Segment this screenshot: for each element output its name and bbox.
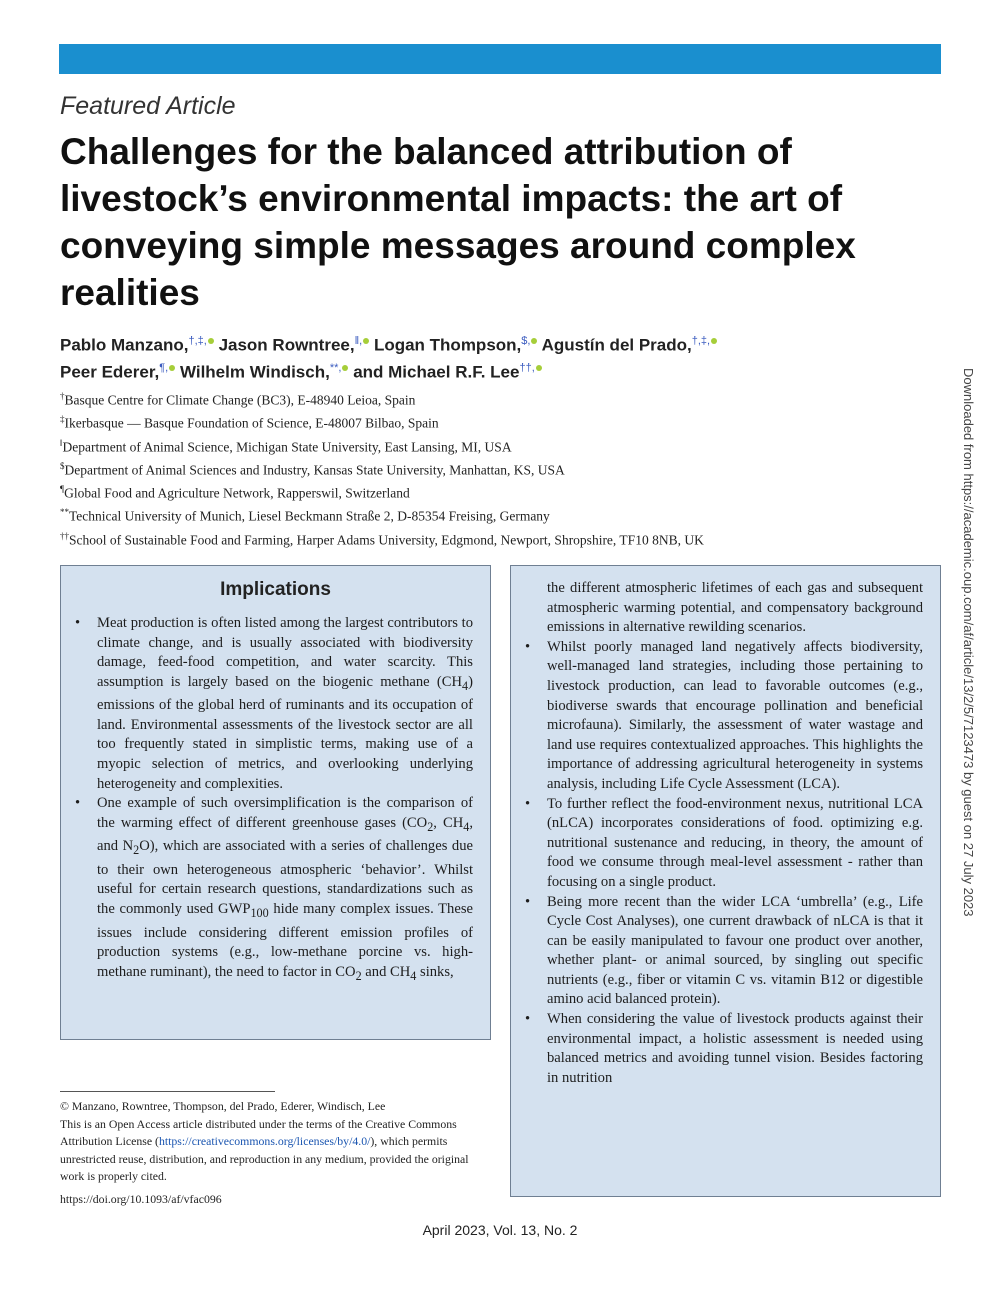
affiliation-list bbox=[60, 387, 880, 550]
copyright-footnote bbox=[60, 1098, 490, 1209]
issue-info: April 2023, Vol. 13, No. 2 bbox=[422, 1222, 578, 1238]
article-title: Challenges for the balanced attribution of livestock’s environmental impacts: the art of conveying simple messages around complex realities bbox=[60, 131, 856, 313]
affiliation-item: †Basque Centre for Climate Change (BC3), E-48940 Leioa, Spain bbox=[60, 391, 416, 408]
implications-box-continued bbox=[510, 565, 941, 1197]
orcid-icon[interactable] bbox=[363, 338, 369, 344]
author-name[interactable]: Agustín del Prado, bbox=[541, 335, 692, 355]
affiliation-item: **Technical University of Munich, Liesel Beckmann Straße 2, D-85354 Freising, Germany bbox=[60, 507, 550, 524]
copyright-line: © Manzano, Rowntree, Thompson, del Prado, Ederer, Windisch, Lee bbox=[60, 1099, 386, 1113]
affiliation-item: ¶Global Food and Agriculture Network, Rapperswil, Switzerland bbox=[60, 484, 410, 501]
affiliation-marker: †,‡, bbox=[188, 335, 207, 347]
orcid-icon[interactable] bbox=[531, 338, 537, 344]
author-list bbox=[60, 330, 880, 383]
affiliation-item: $Department of Animal Sciences and Industry, Kansas State University, Manhattan, KS, USA bbox=[60, 460, 565, 478]
implications-list-continued bbox=[511, 638, 940, 1089]
author-name[interactable]: Peer Ederer, bbox=[60, 362, 160, 382]
header-color-bar bbox=[59, 44, 941, 74]
orcid-icon[interactable] bbox=[208, 338, 214, 344]
doi-link[interactable]: https://doi.org/10.1093/af/vfac096 bbox=[60, 1191, 222, 1206]
section-label: Featured Article bbox=[60, 92, 236, 120]
affiliation-marker: ‖, bbox=[354, 335, 363, 347]
affiliation-marker: ¶, bbox=[159, 361, 169, 374]
affiliation-item: ‖Department of Animal Science, Michigan State University, East Lansing, MI, USA bbox=[60, 437, 512, 455]
implications-box bbox=[60, 565, 491, 1040]
orcid-icon[interactable] bbox=[536, 365, 542, 371]
license-text: This is an Open Access article distributed under the terms of the Creative Commons Attribution License (https://creativecommons.org/licenses/by/4.0/), which permits unrestricted reuse, distribution, and reproduction in any medium, provided the original work is properly cited. bbox=[60, 1116, 469, 1184]
download-notice bbox=[958, 368, 982, 928]
list-item: • When considering the value of livestock products against their environmental impact, a holistic assessment is needed using balanced metrics and avoiding tunnel vision. Besides factoring in nutrition bbox=[511, 1010, 923, 1088]
list-item: • Being more recent than the wider LCA ‘umbrella’ (e.g., Life Cycle Cost Analyses), one current drawback of nLCA is that it can be easily manipulated to favour one product over another, whether plant- or animal sourced, by singling out specific nutrients (e.g., fiber or vitamin C vs. vitamin B12 or digestible amino acid balanced protein). bbox=[511, 893, 923, 1011]
author-name[interactable]: Wilhelm Windisch, bbox=[179, 362, 330, 382]
affiliation-marker: **, bbox=[329, 361, 342, 374]
affiliation-item: ‡Ikerbasque — Basque Foundation of Science, E-48007 Bilbao, Spain bbox=[60, 414, 439, 431]
affiliation-item: ††School of Sustainable Food and Farming, Harper Adams University, Edgmond, Newport, Shropshire, TF10 8NB, UK bbox=[60, 530, 704, 548]
orcid-icon[interactable] bbox=[169, 365, 175, 371]
list-item: • Meat production is often listed among the largest contributors to climate change, and is usually associated with biodiversity damage, feed-food competition, and water scarcity. This assumption is largely based on the biogenic methane $(CH_4)$ emissions of the global herd of ruminants and its occupation of land. Environmental assessments of the livestock sector are all too frequently stated in simplistic terms, making use of a myopic selection of metrics, and overlooking underlying heterogeneity and complexities. bbox=[61, 614, 473, 794]
implications-list bbox=[61, 614, 490, 986]
footnote-divider bbox=[60, 1091, 275, 1092]
author-name[interactable]: Jason Rowntree, bbox=[218, 335, 355, 355]
affiliation-marker: ††, bbox=[519, 361, 535, 374]
implications-heading: Implications bbox=[220, 579, 331, 600]
affiliation-marker: $, bbox=[521, 335, 531, 347]
list-item-continuation: the different atmospheric lifetimes of each gas and subsequent atmospheric warming potential, and compensatory background emissions in alternative rewilding scenarios. bbox=[547, 580, 923, 636]
author-name[interactable]: Pablo Manzano, bbox=[60, 335, 189, 355]
orcid-icon[interactable] bbox=[342, 365, 348, 371]
affiliation-marker: †,‡, bbox=[691, 335, 711, 347]
author-name[interactable]: and Michael R.F. Lee bbox=[353, 362, 520, 382]
list-item: • Whilst poorly managed land negatively affects biodiversity, well-managed land strategies, including those pertaining to livestock production, can lead to favorable outcomes (e.g., biodiverse swards that encourage pollination and beneficial microfauna). Similarly, the assessment of water wastage and land use requires contextualized approaches. This highlights the importance of addressing agricultural heterogeneity in systems analysis, including Life Cycle Assessment (LCA). bbox=[511, 638, 923, 795]
list-item: • One example of such oversimplification is the comparison of the warming effect of different greenhouse gases ($CO_2$, $CH_4$, and $N_2O$), which are associated with a series of challenges due to their own heterogeneous atmospheric ‘behavior’. Whilst useful for certain research questions, standardizations such as the commonly used $GWP_{100}$ hide many complex issues. These issues include considering different emission profiles of production systems (e.g., low-methane porcine vs. high-methane ruminant), the need to factor in $CO_2$ and $CH_4$ sinks, bbox=[61, 794, 473, 986]
download-notice-text: Downloaded from https://academic.oup.com/af/article/13/2/5/7123473 by guest on 27 July 2023 bbox=[961, 368, 976, 917]
orcid-icon[interactable] bbox=[711, 338, 717, 344]
list-item: • To further reflect the food-environment nexus, nutritional LCA (nLCA) incorporates considerations of food. optimizing e.g. nutritional sustenance and reducing, in theory, the amount of food we consume through meal-level assessment - rather than focusing on a single product. bbox=[511, 795, 923, 893]
author-name[interactable]: Logan Thompson, bbox=[373, 335, 522, 355]
license-link[interactable]: https://creativecommons.org/licenses/by/4.0/ bbox=[158, 1134, 371, 1149]
